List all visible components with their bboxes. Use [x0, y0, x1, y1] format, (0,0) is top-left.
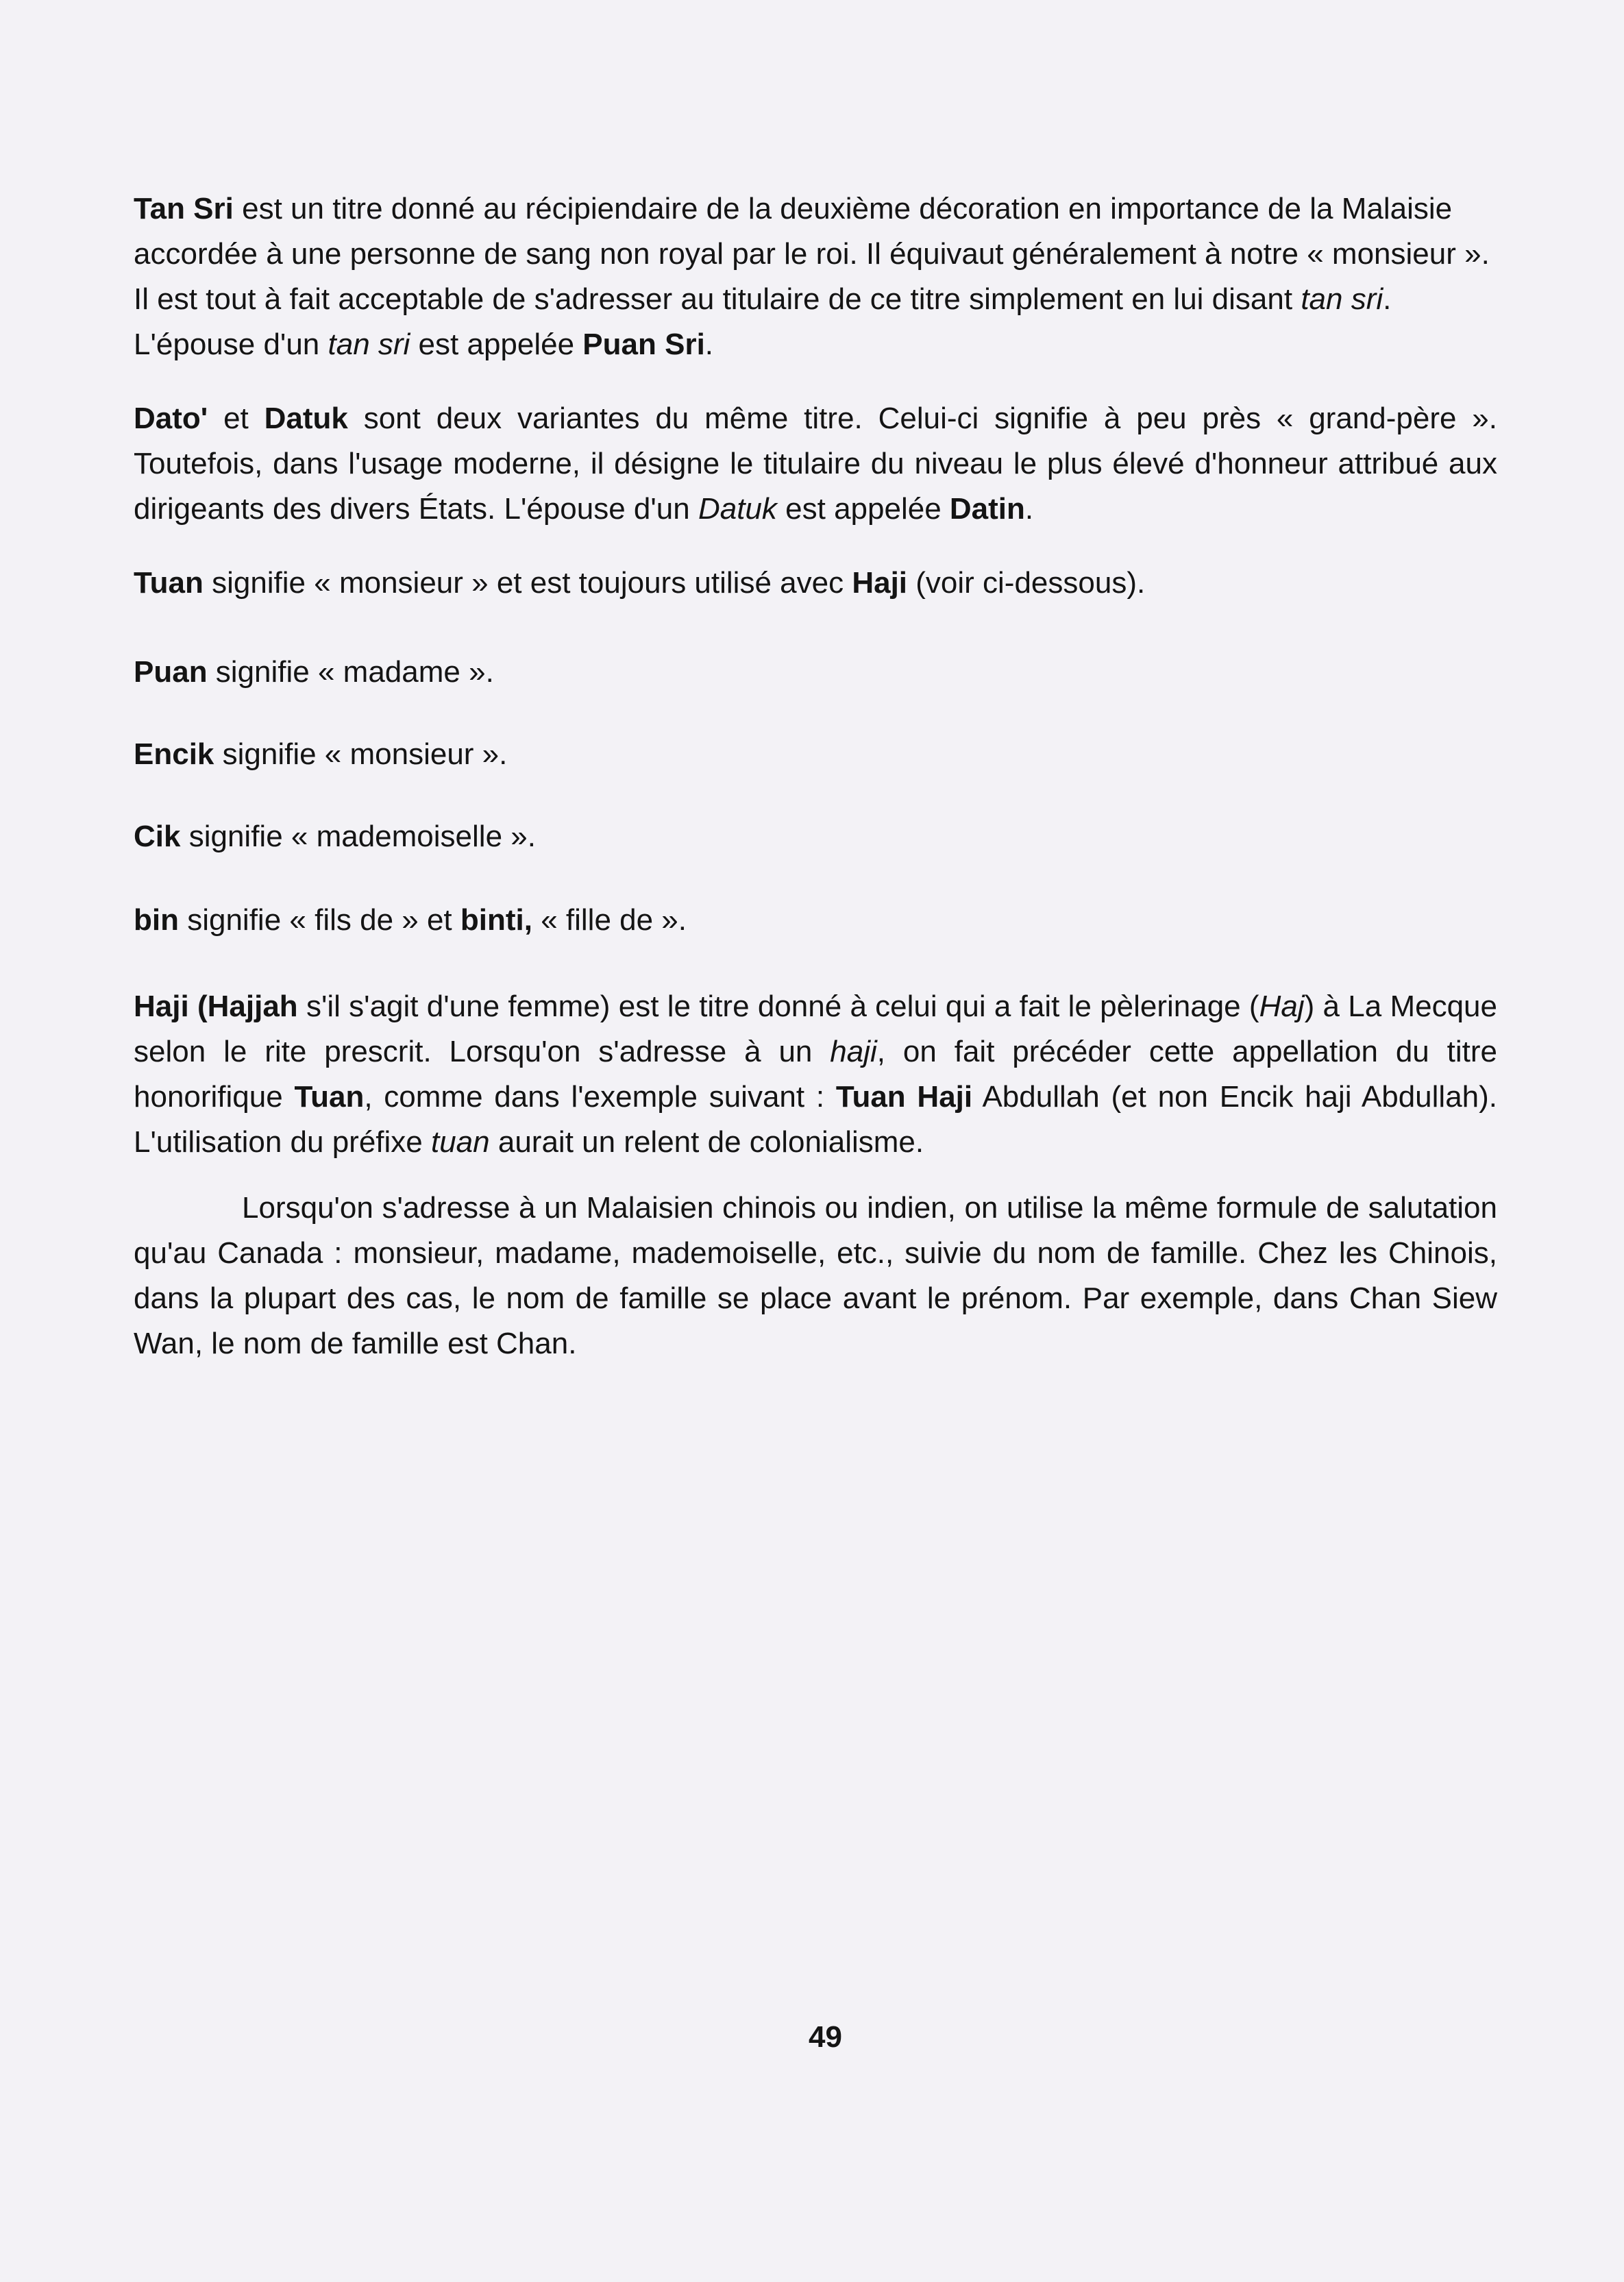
term-tuan: Tuan	[134, 566, 204, 600]
term-hajjah: (Hajjah	[197, 990, 298, 1023]
term-datuk: Datuk	[264, 402, 348, 435]
paragraph-tuan: Tuan signifie « monsieur » et est toujours utilisé avec Haji (voir ci-dessous).	[134, 566, 1146, 600]
term-puan-sri: Puan Sri	[582, 328, 705, 361]
term-puan: Puan	[134, 655, 208, 689]
term-binti: binti,	[460, 903, 532, 937]
term-tuan-honorific: Tuan	[294, 1080, 365, 1114]
term-bin: bin	[134, 903, 179, 937]
term-datin: Datin	[949, 492, 1025, 526]
paragraph-bin: bin signifie « fils de » et binti, « fille de ».	[134, 903, 687, 937]
term-dato: Dato'	[134, 402, 208, 435]
term-haji-title: Haji	[134, 990, 189, 1023]
paragraph-encik: Encik signifie « monsieur ».	[134, 737, 508, 771]
page-number: 49	[809, 2020, 842, 2054]
paragraph-cik: Cik signifie « mademoiselle ».	[134, 820, 536, 853]
term-cik: Cik	[134, 820, 181, 853]
paragraph-haji: Haji (Hajjah s'il s'agit d'une femme) est le titre donné à celui qui a fait le pèlerinage (Haj) à La Mecque selon le rite prescrit. Lorsqu'on s'adresse à un haji, on fait précéder cette appellation du titre honorifique Tuan, comme dans l'exemple suivant : Tuan Haji Abdullah (et non Encik haji Abdullah). L'utilisation du préfixe tuan aurait un relent de colonialisme.	[134, 990, 1498, 1159]
paragraph-puan: Puan signifie « madame ».	[134, 655, 494, 689]
term-tan-sri: Tan Sri	[134, 192, 234, 225]
term-tuan-haji: Tuan Haji	[835, 1080, 973, 1114]
paragraph-tan-sri: Tan Sri est un titre donné au récipiendaire de la deuxième décoration en importance de la Malaisie accordée à une personne de sang non royal par le roi. Il équivaut généralement à notre « monsieur ». Il est tout à fait acceptable de s'adresser au titulaire de ce titre simplement en lui disant tan sri. L'épouse d'un tan sri est appelée Puan Sri.	[134, 192, 1490, 361]
term-haji: Haji	[852, 566, 908, 600]
paragraph-dato: Dato' et Datuk sont deux variantes du même titre. Celui-ci signifie à peu près « grand-père ». Toutefois, dans l'usage moderne, il désigne le titulaire du niveau le plus élevé d'honneur attribué aux dirigeants des divers États. L'épouse d'un Datuk est appelée Datin.	[134, 402, 1497, 526]
paragraph-chinese-indian: Lorsqu'on s'adresse à un Malaisien chinois ou indien, on utilise la même formule de salutation qu'au Canada : monsieur, madame, mademoiselle, etc., suivie du nom de famille. Chez les Chinois, dans la plupart des cas, le nom de famille se place avant le prénom. Par exemple, dans Chan Siew Wan, le nom de famille est Chan.	[134, 1191, 1497, 1360]
term-encik: Encik	[134, 737, 214, 771]
